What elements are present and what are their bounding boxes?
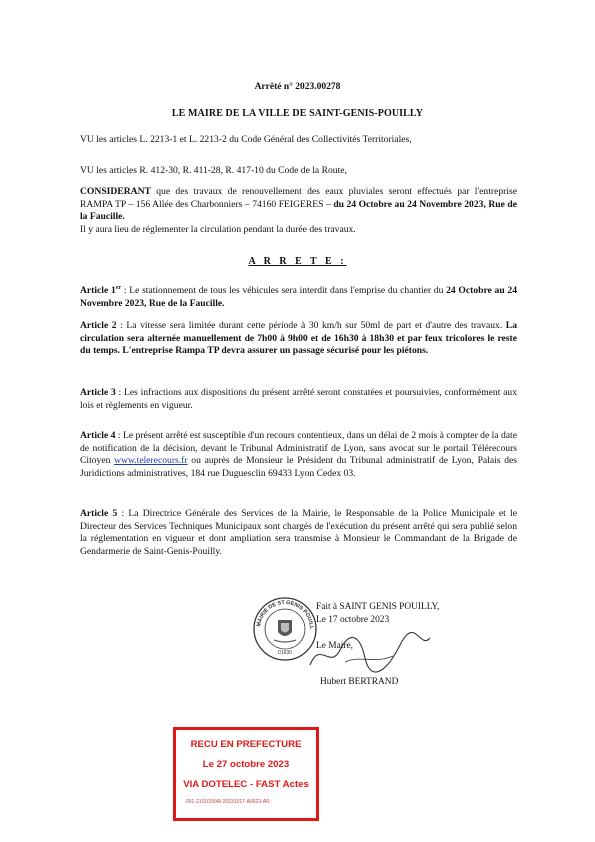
decree-title: LE MAIRE DE LA VILLE DE SAINT-GENIS-POUILLY xyxy=(171,108,424,119)
stamp-reference: 001-210103548-20231017-A0023-AR xyxy=(186,799,270,805)
article-3: Article 3 : Les infractions aux dispositions du présent arrêté seront constatées et poursuivies, conformément aux lois et règlements en vigueur. xyxy=(80,387,517,411)
considerant-dates: du 24 Octobre au 24 Novembre 2023, Rue de la Faucille. xyxy=(80,198,517,222)
article-1-text: Le stationnement de tous les véhicules sera interdit dans l'emprise du chantier du xyxy=(129,285,447,297)
stamp-via: VIA DOTELEC - FAST Actes xyxy=(183,779,309,790)
considerant-text: que des travaux de renouvellement des eaux pluviales seront effectués par l'entreprise RAMPA TP – 156 Allée des Charbonniers – 74160 FEIGERES – xyxy=(80,186,517,210)
seal-postcode: 01630 xyxy=(278,650,292,656)
article-3-label: Article 3 xyxy=(80,387,116,398)
article-1-label: Article 1er xyxy=(80,285,122,297)
article-4-text: Le présent arrêté est susceptible d'un recours contentieux, dans un délai de 2 mois à compter de la date de notification de la décision, devant le Tribunal Administratif de Lyon, sans avocat sur le portail Télérecours Citoyen xyxy=(80,430,517,466)
visa-code-route: VU les articles R. 412-30, R. 411-28, R. 417-10 du Code de la Route, xyxy=(80,165,347,176)
article-4: Article 4 : Le présent arrêté est susceptible d'un recours contentieux, dans un délai de 2 mois à compter de la date de notification de la décision, devant le Tribunal Administratif de Lyon, sans avocat sur le portail Télérecours Citoyen www.telerecours.fr ou auprès de Monsieur le Président du Tribunal administratif de Lyon, Palais des Juridictions administratives, 184 rue Duguesclin 69433 Lyon Cedex 03. xyxy=(80,430,517,479)
considerant-regulation: Il y aura lieu de réglementer la circulation pendant la durée des travaux. xyxy=(80,223,356,235)
decree-number: Arrêté n° 2023.00278 xyxy=(254,82,341,92)
telerecours-link[interactable]: www.telerecours.fr xyxy=(114,455,188,466)
signature-place: Fait à SAINT GENIS POUILLY, xyxy=(316,602,440,612)
article-2-label: Article 2 xyxy=(80,320,117,331)
signatory-name: Hubert BERTRAND xyxy=(320,677,399,687)
article-2: Article 2 : La vitesse sera limitée durant cette période à 30 km/h sur 50ml de part et d'autre des travaux. La circulation sera alternée manuellement de 7h00 à 9h00 et de 16h30 à 18h30 et par feux tricolores le reste du temps. L'entreprise Rampa TP devra assurer un passage sécurisé pour les piétons. xyxy=(80,320,517,356)
article-4-label: Article 4 xyxy=(80,430,116,441)
arrete-heading: A R R E T E : xyxy=(248,256,347,267)
article-2-text: La vitesse sera limitée durant cette période à 30 km/h sur 50ml de part et d'autre des travaux. xyxy=(126,320,506,331)
prefecture-stamp xyxy=(173,727,319,821)
considerant-paragraph xyxy=(80,186,517,236)
article-4-text-after: ou auprès de Monsieur le Président du Tribunal administratif de Lyon, Palais des Juridictions administratives, 184 rue Duguesclin 69433 Lyon Cedex 03. xyxy=(80,455,517,479)
article-5-label: Article 5 xyxy=(80,508,118,519)
considerant-keyword: CONSIDERANT xyxy=(80,186,151,197)
stamp-date: Le 27 octobre 2023 xyxy=(202,759,290,770)
article-1: Article 1er : Le stationnement de tous les véhicules sera interdit dans l'emprise du chantier du 24 Octobre au 24 Novembre 2023, Rue de la Faucille. xyxy=(80,285,517,309)
stamp-received: RECU EN PREFECTURE xyxy=(190,739,302,750)
article-5-text: La Directrice Générale des Services de la Mairie, le Responsable de la Police Municipale et le Directeur des Services Techniques Municipaux sont chargés de l'exécution du présent arrêté qui sera publié selon la réglementation en vigueur et dont ampliation sera transmise à Monsieur le Commandant de la Brigade de Gendarmerie de Saint-Genis-Pouilly. xyxy=(80,508,517,557)
article-2-traffic: La circulation sera alternée manuellement de 7h00 à 9h00 et de 16h30 à 18h30 et par feux tricolores le reste du temps. L'entreprise Rampa TP devra assurer un passage sécurisé pour les piétons. xyxy=(80,320,517,356)
article-5: Article 5 : La Directrice Générale des Services de la Mairie, le Responsable de la Police Municipale et le Directeur des Services Techniques Municipaux sont chargés de l'exécution du présent arrêté qui sera publié selon la réglementation en vigueur et dont ampliation sera transmise à Monsieur le Commandant de la Brigade de Gendarmerie de Saint-Genis-Pouilly. xyxy=(80,508,517,557)
signature-role: Le Maire, xyxy=(316,641,353,651)
article-3-text: Les infractions aux dispositions du présent arrêté seront constatées et poursuivies, conformément aux lois et règlements en vigueur. xyxy=(80,387,517,411)
signature-date: Le 17 octobre 2023 xyxy=(316,615,390,625)
seal-text: MAIRIE DE ST GENIS POUILL xyxy=(256,599,315,629)
visa-cgct: VU les articles L. 2213-1 et L. 2213-2 du Code Général des Collectivités Territoriales, xyxy=(80,134,412,145)
article-1-dates: 24 Octobre au 24 Novembre 2023, Rue de la Faucille. xyxy=(80,285,517,309)
